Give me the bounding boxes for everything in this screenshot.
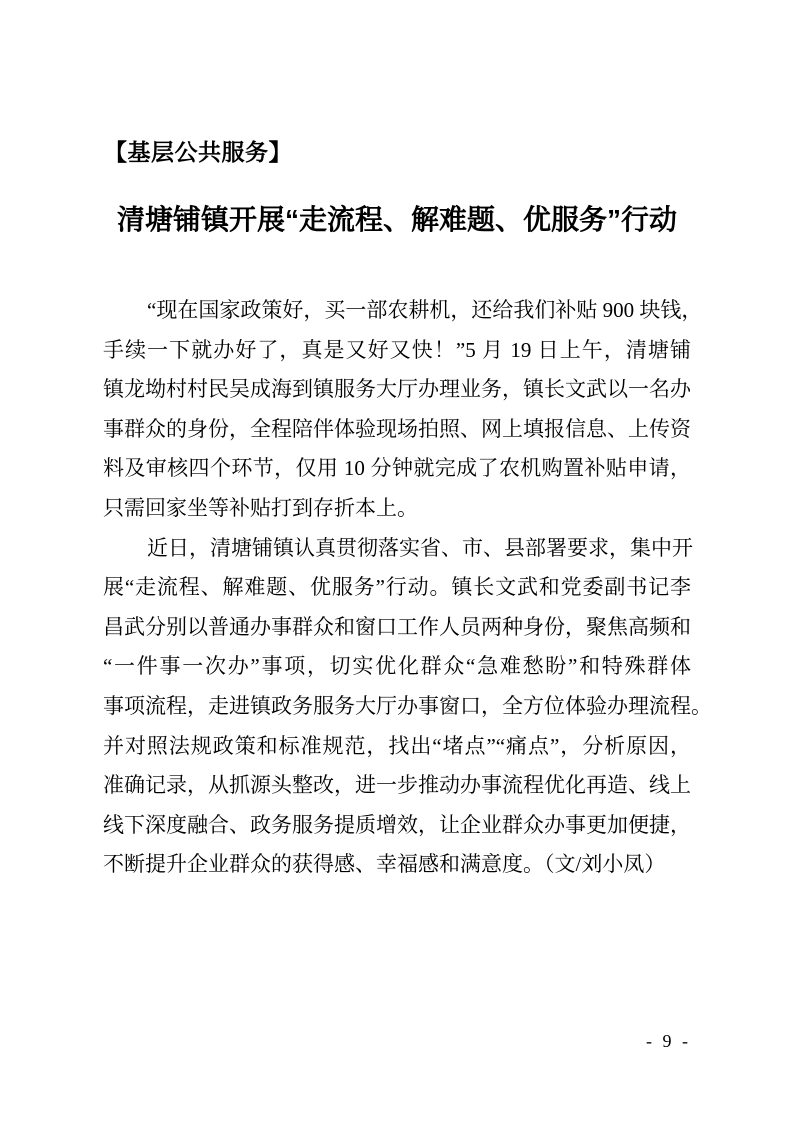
body-line: 昌武分别以普通办事群众和窗口工作人员两种身份，聚焦高频和 bbox=[103, 614, 691, 639]
body-line: 不断提升企业群众的获得感、幸福感和满意度。（文/刘小凤） bbox=[103, 852, 666, 877]
paragraph bbox=[103, 291, 703, 529]
body-line: 料及审核四个环节，仅用 10 分钟就完成了农机购置补贴申请， bbox=[103, 456, 691, 481]
body-line: 手续一下就办好了，真是又好又快！”5 月 19 日上午，清塘铺 bbox=[103, 337, 691, 362]
body-line: 事群众的身份，全程陪伴体验现场拍照、网上填报信息、上传资 bbox=[103, 416, 691, 441]
body-line: 并对照法规政策和标准规范，找出“堵点”“痛点”，分析原因， bbox=[103, 733, 691, 758]
body-line: “现在国家政策好，买一部农耕机，还给我们补贴 900 块钱， bbox=[147, 298, 703, 322]
section-header: 【基层公共服务】 bbox=[104, 139, 292, 165]
body-text bbox=[103, 291, 712, 885]
body-line: 近日，清塘铺镇认真贯彻落实省、市、县部署要求，集中开 bbox=[147, 535, 693, 560]
paragraph bbox=[103, 529, 712, 885]
page-number: - 9 - bbox=[646, 1031, 691, 1051]
article-title: 清塘铺镇开展“走流程、解难题、优服务”行动 bbox=[116, 204, 677, 235]
body-line: 事项流程，走进镇政务服务大厅办事窗口，全方位体验办理流程。 bbox=[103, 693, 712, 718]
body-line: 只需回家坐等补贴打到存折本上。 bbox=[103, 495, 418, 520]
body-line: 准确记录，从抓源头整改，进一步推动办事流程优化再造、线上 bbox=[103, 773, 691, 798]
body-line: 镇龙坳村村民吴成海到镇服务大厅办理业务，镇长文武以一名办 bbox=[103, 377, 691, 402]
body-line: 展“走流程、解难题、优服务”行动。镇长文武和党委副书记李 bbox=[103, 575, 691, 600]
body-line: “一件事一次办”事项，切实优化群众“急难愁盼”和特殊群体 bbox=[103, 654, 691, 679]
body-line: 线下深度融合、政务服务提质增效，让企业群众办事更加便捷， bbox=[103, 812, 691, 837]
